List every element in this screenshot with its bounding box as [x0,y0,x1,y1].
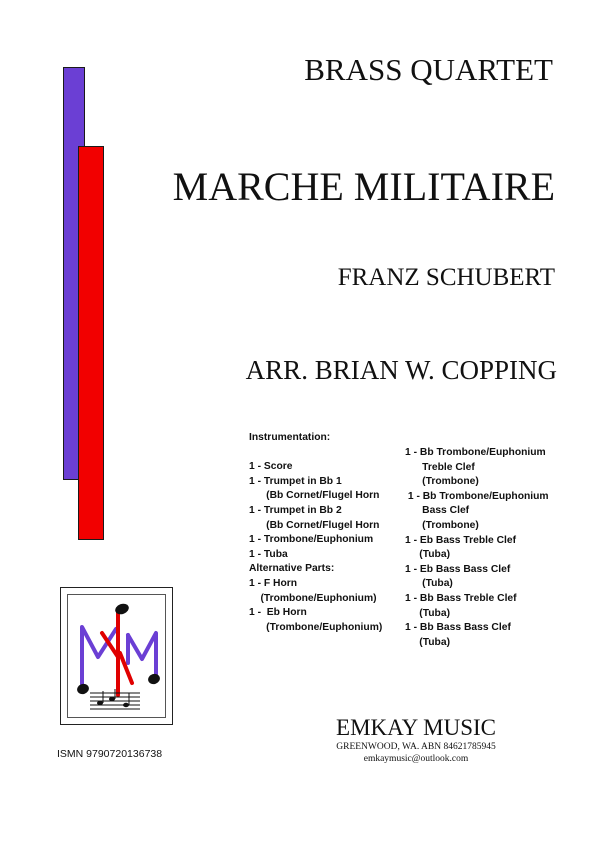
instrumentation-line: 1 - Bb Trombone/Euphonium [405,490,549,502]
instrumentation-line: 1 - Trombone/Euphonium [249,534,374,546]
instrumentation-line: (Trombone/Euphonium) [249,592,377,604]
instrumentation-list-left [249,431,382,635]
instrumentation-line [249,446,382,461]
instrumentation-line: 1 - Eb Bass Bass Clef [405,563,511,575]
instrumentation-line: 1 - F Horn [249,577,298,589]
publisher-name: EMKAY MUSIC [336,715,496,740]
instrumentation-line: (Tuba) [405,636,450,648]
instrumentation-line: 1 - Trumpet in Bb 1 [249,475,342,487]
instrumentation-line: 1 - Bb Bass Treble Clef [405,592,517,604]
mk-music-notes-icon [68,595,165,717]
instrumentation-line: Treble Clef [405,461,475,473]
instrumentation-line: (Trombone) [405,519,479,531]
instrumentation-line: (Bb Cornet/Flugel Horn [249,519,380,531]
ismn-number: ISMN 9790720136738 [57,748,163,760]
publisher-block [300,715,532,765]
instrumentation-line: 1 - Bb Bass Bass Clef [405,622,511,634]
instrumentation-line: (Bb Cornet/Flugel Horn [249,490,380,502]
instrumentation-line: (Trombone) [405,476,479,488]
instrumentation-line: (Tuba) [405,578,453,590]
instrumentation-line: Bass Clef [405,505,470,517]
instrumentation-line: Alternative Parts: [249,563,335,575]
instrumentation-line: 1 - Tuba [249,548,288,560]
ensemble-heading: BRASS QUARTET [304,52,553,87]
instrumentation-line: 1 - Bb Trombone/Euphonium [405,447,546,458]
publisher-address: GREENWOOD, WA. ABN 84621785945 [336,742,496,752]
instrumentation-line: Instrumentation: [249,432,331,443]
instrumentation-list-right [405,446,549,650]
instrumentation-line: (Trombone/Euphonium) [249,621,383,633]
publisher-email: emkaymusic@outlook.com [363,754,469,764]
composer-name: FRANZ SCHUBERT [337,264,555,291]
emkay-logo [60,587,173,725]
instrumentation-line: (Tuba) [405,607,450,619]
instrumentation-line: 1 - Trumpet in Bb 2 [249,504,342,516]
instrumentation-line: 1 - Eb Bass Treble Clef [405,534,517,546]
instrumentation-line: 1 - Score [249,461,293,473]
instrumentation-line: (Tuba) [405,549,450,561]
arranger-credit: ARR. BRIAN W. COPPING [245,355,557,385]
instrumentation-line: 1 - Eb Horn [249,607,307,619]
red-accent-bar [78,146,104,540]
piece-title: MARCHE MILITAIRE [172,164,555,209]
logo-inner-frame [67,594,166,718]
